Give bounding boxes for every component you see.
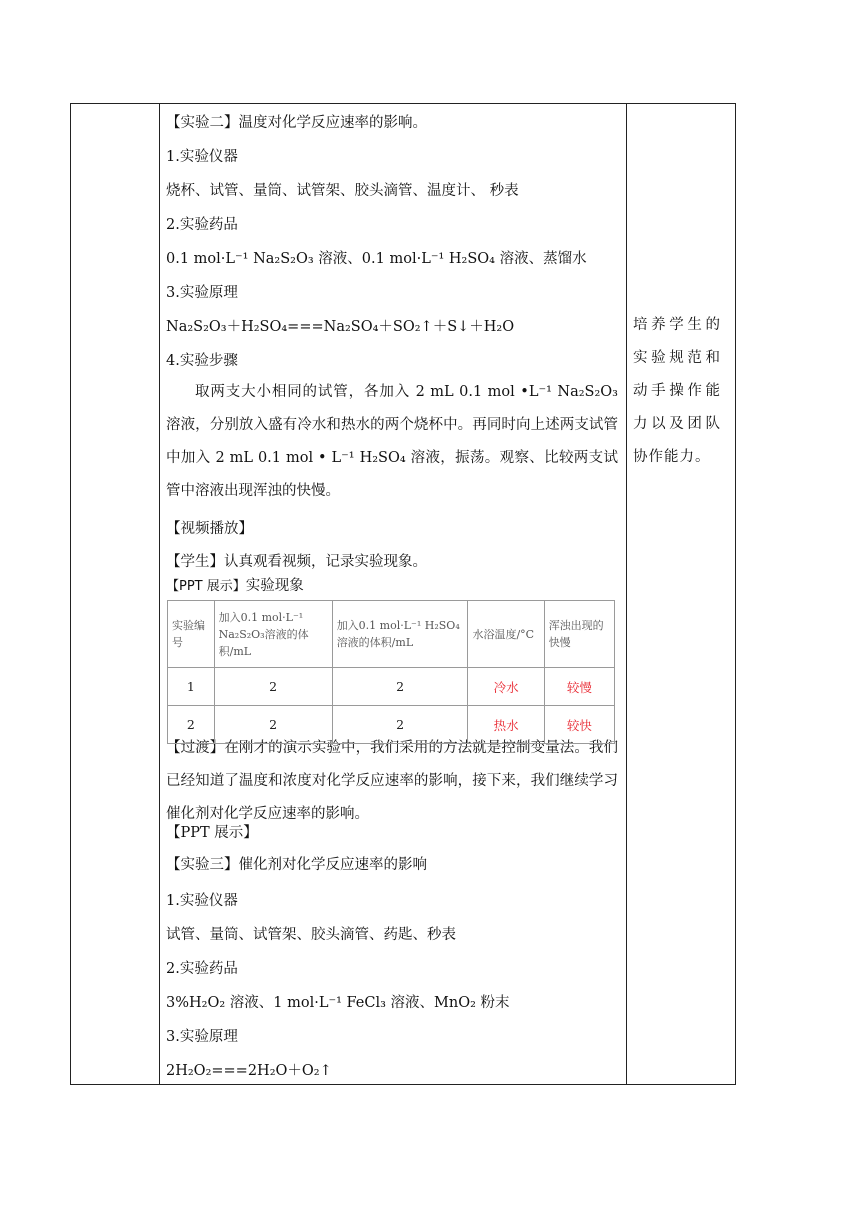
transition-text: 【过渡】在刚才的演示实验中，我们采用的方法就是控制变量法。我们已经知道了温度和浓度对化学反应速率的影响，接下来，我们继续学习催化剂对化学反应速率的影响。 [166, 740, 618, 822]
table-cell-temperature: 冷水 [468, 668, 544, 706]
exp3-equation: 2H₂O₂===2H₂O＋O₂↑ [166, 1063, 332, 1079]
table-cell: 2 [214, 706, 332, 744]
exp3-instruments: 试管、量筒、试管架、胶头滴管、药匙、秒表 [166, 927, 456, 943]
exp2-instruments: 烧杯、试管、量筒、试管架、胶头滴管、温度计、 秒表 [166, 183, 519, 199]
exp2-heading-principle: 3.实验原理 [166, 285, 238, 301]
student-label: 【学生】认真观看视频，记录实验现象。 [166, 554, 427, 570]
table-cell-temperature: 热水 [468, 706, 544, 744]
column-divider-right [626, 104, 627, 1084]
table-cell-speed: 较快 [544, 706, 614, 744]
header-cell: 加入0.1 mol·L⁻¹ H₂SO₄溶液的体积/mL [332, 601, 468, 668]
exp2-title: 【实验二】温度对化学反应速率的影响。 [166, 115, 427, 131]
exp3-heading-instruments: 1.实验仪器 [166, 893, 238, 909]
column-divider-left [159, 104, 160, 1084]
header-cell: 水浴温度/°C [468, 601, 544, 668]
ppt-label: 【PPT 展示】 [166, 579, 246, 594]
ppt-label-2: 【PPT 展示】 [166, 825, 258, 841]
results-table [167, 600, 615, 744]
table-cell-speed: 较慢 [544, 668, 614, 706]
exp2-equation: Na₂S₂O₃＋H₂SO₄===Na₂SO₄＋SO₂↑＋S↓＋H₂O [166, 319, 515, 335]
ppt-title: 实验现象 [245, 578, 304, 594]
exp2-heading-steps: 4.实验步骤 [166, 353, 238, 369]
exp3-title: 【实验三】催化剂对化学反应速率的影响 [166, 857, 427, 873]
table-cell: 1 [168, 668, 215, 706]
table-cell: 2 [214, 668, 332, 706]
results-header-row [168, 601, 615, 668]
header-cell: 实验编号 [168, 601, 215, 668]
exp2-heading-instruments: 1.实验仪器 [166, 149, 238, 165]
exp2-steps: 取两支大小相同的试管，各加入 2 mL 0.1 mol •L⁻¹ Na₂S₂O₃ 溶液，分别放入盛有冷水和热水的两个烧杯中。再同时向上述两支试管中加入 2 mL 0.1 mol • L⁻¹ H₂SO₄ 溶液，振荡。观察、比较两支试管中溶液出现浑浊的快慢。 [166, 384, 618, 499]
exp2-heading-reagents: 2.实验药品 [166, 217, 238, 233]
exp3-reagents: 3%H₂O₂ 溶液、1 mol·L⁻¹ FeCl₃ 溶液、MnO₂ 粉末 [166, 995, 510, 1011]
exp3-heading-principle: 3.实验原理 [166, 1029, 238, 1045]
table-cell: 2 [332, 668, 468, 706]
header-cell: 浑浊出现的快慢 [544, 601, 614, 668]
header-cell: 加入0.1 mol·L⁻¹ Na₂S₂O₃溶液的体积/mL [214, 601, 332, 668]
ppt-caption [166, 576, 304, 597]
exp2-reagents: 0.1 mol·L⁻¹ Na₂S₂O₃ 溶液、0.1 mol·L⁻¹ H₂SO₄ 溶液、蒸馏水 [166, 251, 587, 267]
table-cell: 2 [332, 706, 468, 744]
table-cell: 2 [168, 706, 215, 744]
exp3-heading-reagents: 2.实验药品 [166, 961, 238, 977]
table-row [168, 668, 615, 706]
video-label: 【视频播放】 [166, 521, 253, 537]
table-row [168, 706, 615, 744]
design-intent-note: 培养学生的实验规范和动手操作能力以及团队协作能力。 [633, 317, 721, 465]
